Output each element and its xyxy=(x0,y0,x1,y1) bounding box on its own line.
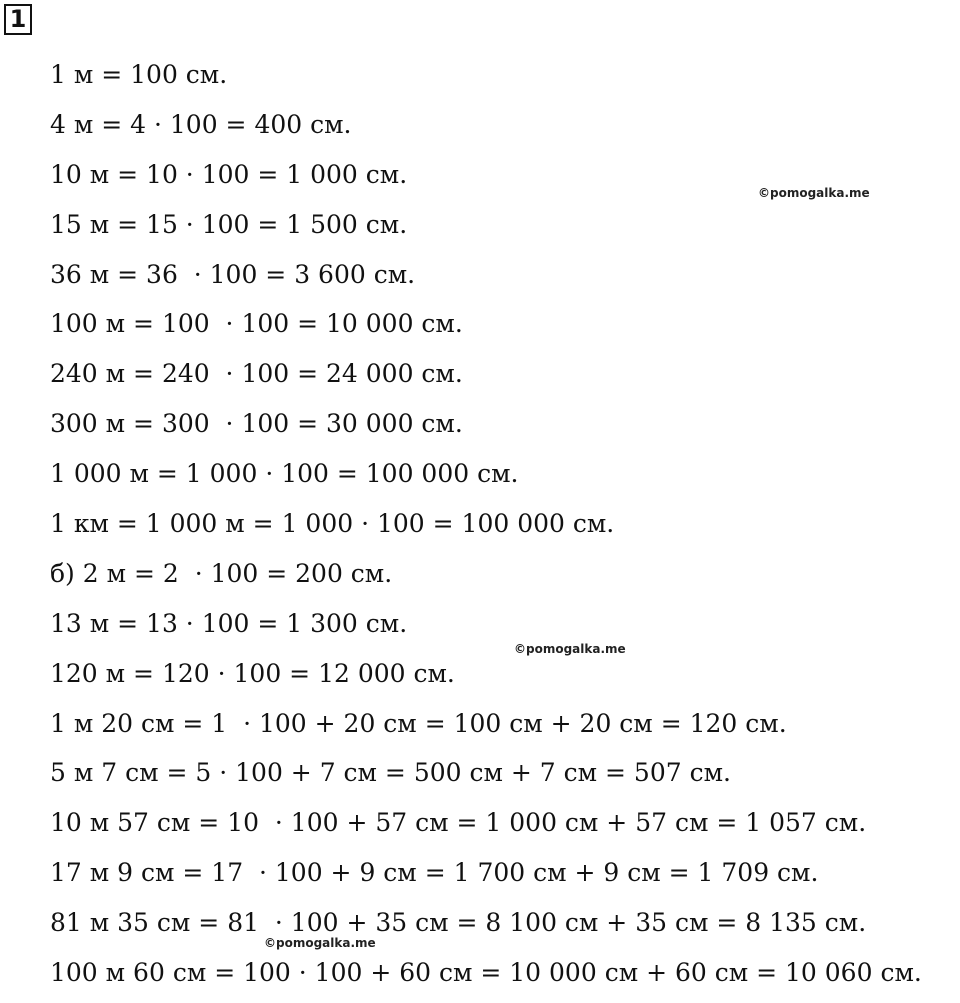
solution-line: б) 2 м = 2 · 100 = 200 см. xyxy=(50,558,393,588)
solution-line: 81 м 35 см = 81 · 100 + 35 см = 8 100 см + 35 см = 8 135 см. xyxy=(50,908,867,938)
watermark: ©pomogalka.me xyxy=(758,186,870,200)
solution-line: 1 км = 1 000 м = 1 000 · 100 = 100 000 см. xyxy=(50,509,615,539)
solution-line: 120 м = 120 · 100 = 12 000 см. xyxy=(50,658,455,688)
solution-line: 300 м = 300 · 100 = 30 000 см. xyxy=(50,409,463,439)
solution-line: 240 м = 240 · 100 = 24 000 см. xyxy=(50,359,463,389)
solution-line: 1 000 м = 1 000 · 100 = 100 000 см. xyxy=(50,459,519,489)
solution-line: 100 м 60 см = 100 · 100 + 60 см = 10 000 см + 60 см = 10 060 см. xyxy=(50,958,922,988)
task-number-badge: 1 xyxy=(4,4,32,35)
solution-line: 1 м = 100 см. xyxy=(50,60,228,89)
solution-line: 5 м 7 см = 5 · 100 + 7 см = 500 см + 7 см = 507 см. xyxy=(50,758,731,788)
watermark: ©pomogalka.me xyxy=(514,642,626,656)
solution-line: 15 м = 15 · 100 = 1 500 см. xyxy=(50,209,408,239)
watermark: ©pomogalka.me xyxy=(264,936,376,950)
solution-line: 17 м 9 см = 17 · 100 + 9 см = 1 700 см + 9 см = 1 709 см. xyxy=(50,858,819,888)
solution-line: 10 м = 10 · 100 = 1 000 см. xyxy=(50,159,408,189)
solution-line: 4 м = 4 · 100 = 400 см. xyxy=(50,109,352,139)
solution-line: 10 м 57 см = 10 · 100 + 57 см = 1 000 см + 57 см = 1 057 см. xyxy=(50,808,867,838)
solution-line: 1 м 20 см = 1 · 100 + 20 см = 100 см + 20 см = 120 см. xyxy=(50,708,787,738)
solution-line: 100 м = 100 · 100 = 10 000 см. xyxy=(50,309,463,339)
solution-line: 36 м = 36 · 100 = 3 600 см. xyxy=(50,259,416,289)
solution-line: 13 м = 13 · 100 = 1 300 см. xyxy=(50,608,408,638)
